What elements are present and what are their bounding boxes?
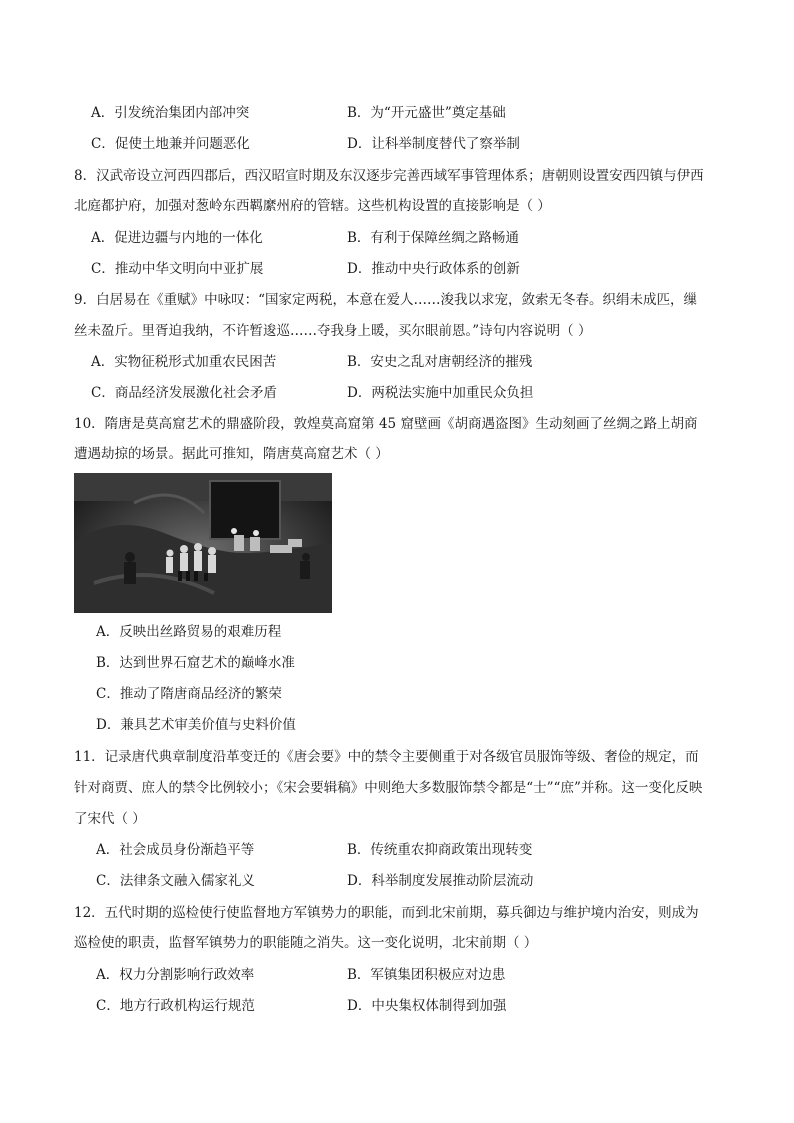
q8-option-b: B．有利于保障丝绸之路畅通 [347, 230, 519, 246]
q7-option-a: A．引发统治集团内部冲突 [91, 105, 250, 121]
mural-photo [74, 473, 332, 613]
q11-option-b: B．传统重农抑商政策出现转变 [347, 842, 533, 858]
q9-option-c: C．商品经济发展激化社会矛盾 [91, 385, 277, 401]
q11-option-d: D．科举制度发展推动阶层流动 [347, 873, 534, 889]
q11-stem-line-1: 11．记录唐代典章制度沿革变迁的《唐会要》中的禁令主要侧重于对各级官员服饰等级、奢俭的规定，而 [74, 749, 699, 765]
q11-stem-line-2: 针对商贾、庶人的禁令比例较小；《宋会要辑稿》中则绝大多数服饰禁令都是“士”“庶”并称。这一变化反映 [74, 780, 703, 796]
q9-option-b: B．安史之乱对唐朝经济的摧残 [347, 354, 533, 370]
q9-option-d: D．两税法实施中加重民众负担 [347, 385, 534, 401]
q10-option-a: A．反映出丝路贸易的艰难历程 [96, 624, 282, 640]
mural-image [74, 473, 332, 613]
q10-stem-line-2: 遭遇劫掠的场景。据此可推知，隋唐莫高窟艺术（ ） [74, 446, 389, 462]
q7-option-c: C．促使土地兼并问题恶化 [91, 136, 250, 152]
q7-option-d: D．让科举制度替代了察举制 [347, 136, 520, 152]
q7-option-b: B．为“开元盛世”奠定基础 [347, 105, 506, 121]
q12-option-c: C．地方行政机构运行规范 [96, 998, 255, 1014]
q12-option-d: D．中央集权体制得到加强 [347, 998, 507, 1014]
q10-stem-line-1: 10．隋唐是莫高窟艺术的鼎盛阶段，敦煌莫高窟第 45 窟壁画《胡商遇盗图》生动刻画了丝绸之路上胡商 [74, 416, 698, 432]
q8-option-a: A．促进边疆与内地的一体化 [91, 230, 263, 246]
q12-stem-line-2: 巡检使的职责，监督军镇势力的职能随之消失。这一变化说明，北宋前期（ ） [74, 935, 538, 951]
q11-option-a: A．社会成员身份渐趋平等 [96, 842, 255, 858]
q8-option-d: D．推动中央行政体系的创新 [347, 261, 520, 277]
q9-stem-line-1: 9．白居易在《重赋》中咏叹：“国家定两税，本意在爱人……浚我以求宠，敛索无冬春。织绢未成匹，缫 [74, 292, 697, 308]
q10-option-d: D．兼具艺术审美价值与史料价值 [96, 717, 296, 733]
q11-option-c: C．法律条文融入儒家礼义 [96, 873, 255, 889]
q10-option-b: B．达到世界石窟艺术的巅峰水准 [96, 655, 295, 671]
q12-stem-line-1: 12．五代时期的巡检使行使监督地方军镇势力的职能，而到北宋前期，募兵御边与维护境内治安，则成为 [74, 905, 699, 921]
q11-stem-line-3: 了宋代（ ） [74, 811, 146, 827]
q12-option-a: A．权力分割影响行政效率 [96, 967, 255, 983]
q9-stem-line-2: 丝未盈斤。里胥迫我纳，不许暂逡巡……夺我身上暖，买尔眼前恩。”诗句内容说明（ ） [74, 323, 592, 339]
q10-option-c: C．推动了隋唐商品经济的繁荣 [96, 686, 282, 702]
q8-stem-line-1: 8．汉武帝设立河西四郡后，西汉昭宣时期及东汉逐步完善西域军事管理体系；唐朝则设置安西四镇与伊西 [74, 168, 704, 184]
q8-stem-line-2: 北庭都护府，加强对葱岭东西羁縻州府的管辖。这些机构设置的直接影响是（ ） [74, 198, 551, 214]
q12-option-b: B．军镇集团积极应对边患 [347, 967, 506, 983]
q9-option-a: A．实物征税形式加重农民困苦 [91, 354, 277, 370]
q8-option-c: C．推动中华文明向中亚扩展 [91, 261, 264, 277]
